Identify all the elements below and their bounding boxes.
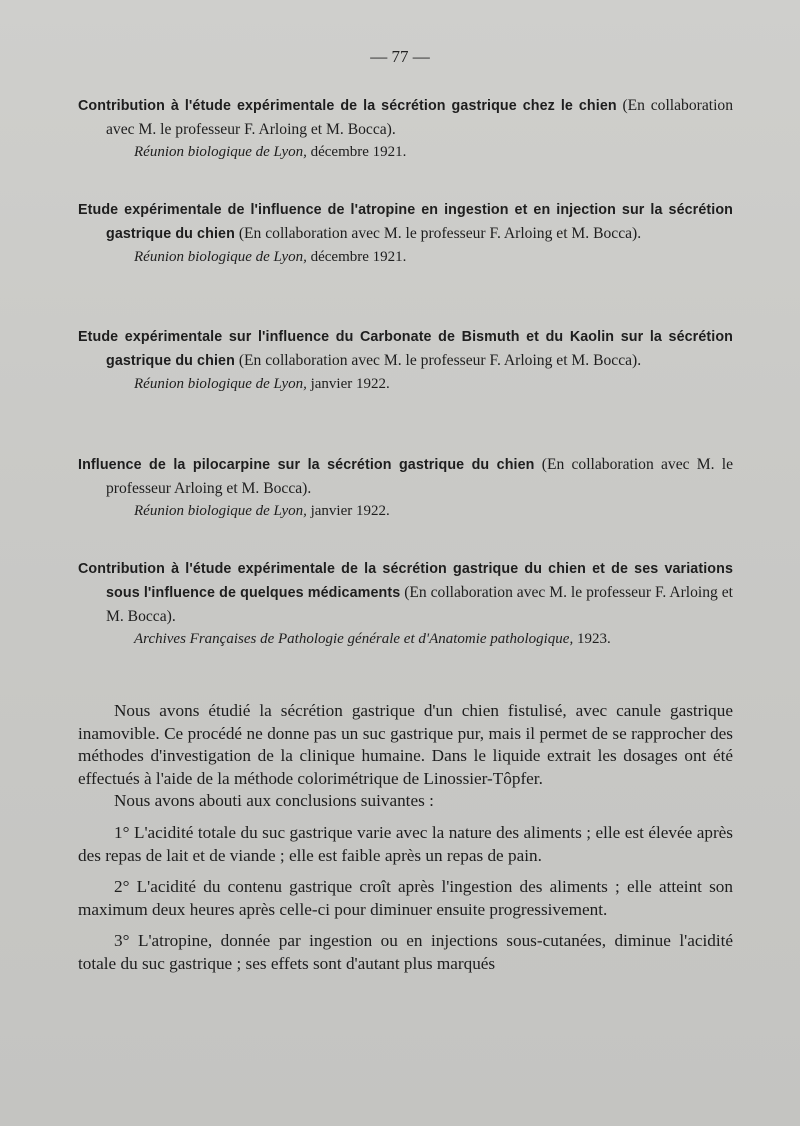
source-journal: Réunion biologique de Lyon, [134,503,307,519]
entry-title: Etude expérimentale de l'influence de l'atropine en ingestion et en injection sur la sécrétion gastrique du chien [78,202,733,242]
publication-entry [78,325,733,395]
entry-text [78,557,733,628]
entry-source [78,373,733,395]
source-journal: Réunion biologique de Lyon, [134,249,307,265]
publication-entry [78,557,733,650]
entry-title: Influence de la pilocarpine sur la sécrétion gastrique du chien [78,457,535,473]
entry-text [78,198,733,246]
entry-source [78,246,733,268]
source-date: décembre 1921. [310,249,407,265]
entry-note: (En collaboration avec M. le professeur F. Arloing et M. Bocca). [106,584,733,625]
source-date: décembre 1921. [310,144,407,160]
entry-note: (En collaboration avec M. le professeur F. Arloing et M. Bocca). [238,225,642,242]
source-date: 1923. [576,631,611,647]
publication-entry [78,198,733,268]
body-text [78,700,733,976]
source-journal: Réunion biologique de Lyon, [134,144,307,160]
page-number: — 77 — [370,47,430,66]
body-paragraph: Nous avons abouti aux conclusions suivantes : [114,791,434,811]
body-paragraph: 1° L'acidité totale du suc gastrique varie avec la nature des aliments ; elle est élevée après des repas de lait et de viande ; elle est faible après un repas de pain. [78,822,733,865]
source-journal: Réunion biologique de Lyon, [134,376,307,392]
entry-source [78,500,733,522]
entry-note: (En collaboration avec M. le professeur F. Arloing et M. Bocca). [106,97,733,138]
body-paragraph: 3° L'atropine, donnée par ingestion ou en injections sous-cutanées, diminue l'acidité totale du suc gastrique ; ses effets sont d'autant plus marqués [78,931,733,973]
source-date: janvier 1922. [310,376,390,392]
body-paragraph: Nous avons étudié la sécrétion gastrique d'un chien fistulisé, avec canule gastrique inamovible. Ce procédé ne donne pas un suc gastrique pur, mais il permet de se rapprocher des méthodes d'investigation de la clinique humaine. Dans le liquide extrait les dosages ont été effectués à l'aide de la méthode colorimétrique de Linossier-Tôpfer. [78,701,733,788]
entry-title: Contribution à l'étude expérimentale de la sécrétion gastrique du chien et de ses variations sous l'influence de quelques médicaments [78,561,733,601]
publication-entry [78,453,733,522]
entry-title: Etude expérimentale sur l'influence du Carbonate de Bismuth et du Kaolin sur la sécrétion gastrique du chien [78,329,733,369]
entry-text [78,325,733,373]
entry-source [78,628,733,650]
entry-text [78,94,733,141]
entry-title: Contribution à l'étude expérimentale de la sécrétion gastrique chez le chien [78,98,617,114]
source-date: janvier 1922. [310,503,390,519]
entry-note: (En collaboration avec M. le professeur Arloing et M. Bocca). [106,456,734,497]
entry-source [78,141,733,163]
entry-note: (En collaboration avec M. le professeur F. Arloing et M. Bocca). [238,352,642,369]
body-paragraph: 2° L'acidité du contenu gastrique croît après l'ingestion des aliments ; elle atteint son maximum deux heures après celle-ci pour diminuer ensuite progressivement. [78,877,733,919]
source-journal: Archives Françaises de Pathologie générale et d'Anatomie pathologique, [134,631,574,647]
publication-entry [78,94,733,163]
entry-text [78,453,733,500]
